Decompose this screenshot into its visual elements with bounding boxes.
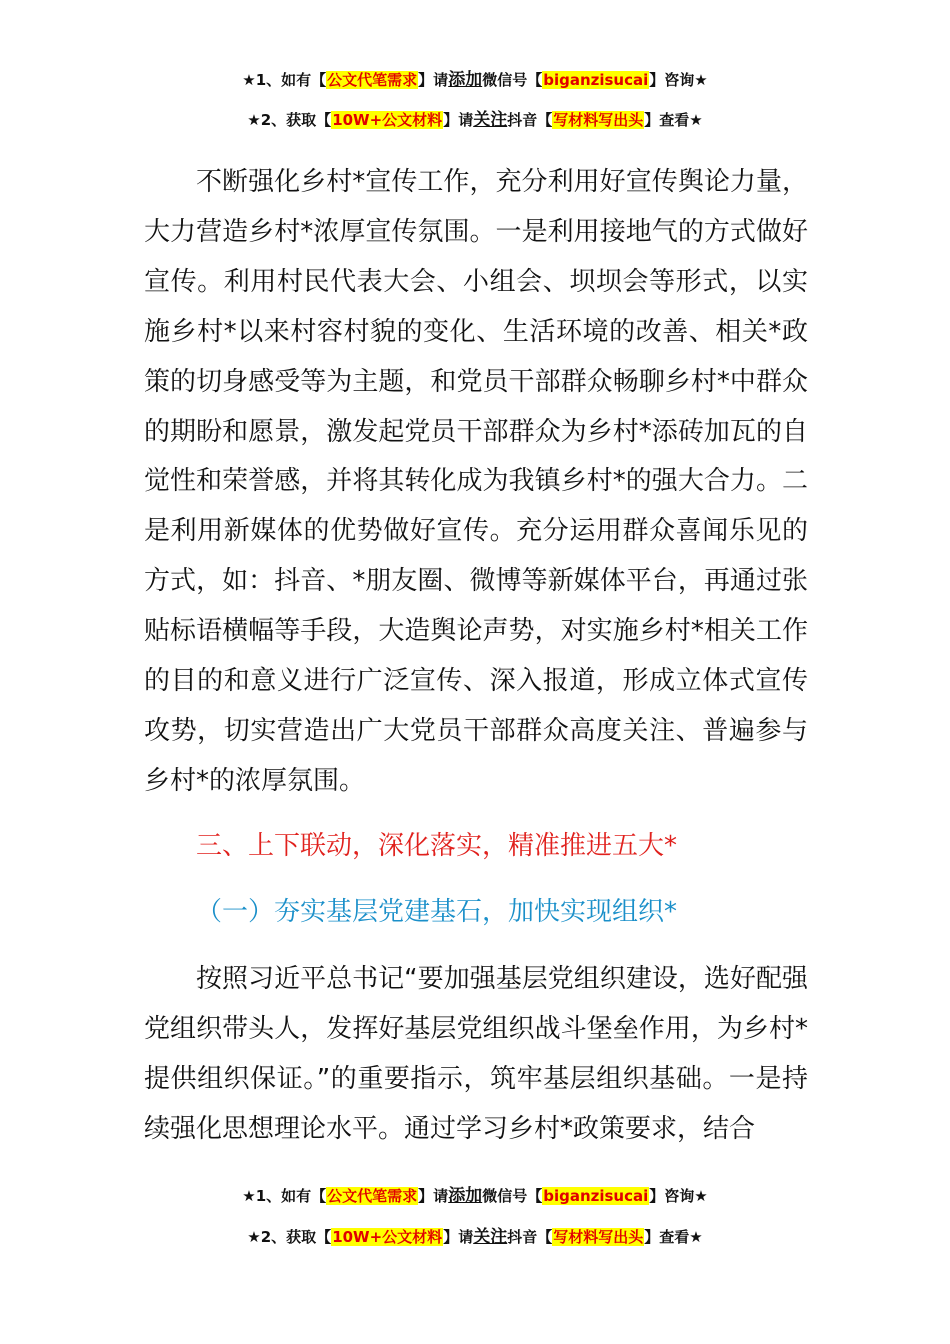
promo-text: 抖音【 — [507, 1228, 553, 1246]
promo-highlight: 10W+公文材料 — [332, 111, 443, 129]
promo-highlight: 10W+公文材料 — [332, 1228, 443, 1246]
document-body-section-1 — [144, 158, 808, 807]
subsection-heading: （一）夯实基层党建基石，加快实现组织* — [196, 897, 678, 927]
promo-text: 】请 — [443, 111, 474, 129]
promo-text: ★1、如有【 — [242, 71, 327, 89]
promo-text: 抖音【 — [507, 111, 553, 129]
promo-text: ★1、如有【 — [242, 1187, 327, 1205]
promo-highlight: 写材料写出头 — [553, 1228, 644, 1246]
promo-text: 】查看★ — [644, 111, 703, 129]
header-promo-line-1 — [0, 70, 950, 90]
body-paragraph: 按照习近平总书记“要加强基层党组织建设，选好配强党组织带头人，发挥好基层党组织战斗堡垒作用，为乡村*提供组织保证。”的重要指示，筑牢基层组织基础。一是持续强化思想理论水平。通过学习乡村*政策要求，结合 — [144, 964, 808, 1144]
promo-text: 】咨询★ — [649, 71, 708, 89]
promo-text: 】请 — [443, 1228, 474, 1246]
promo-text: ★2、获取【 — [247, 1228, 332, 1246]
promo-text: 】请 — [418, 71, 449, 89]
promo-emphasis: 关注 — [473, 1227, 508, 1247]
promo-highlight: 写材料写出头 — [553, 111, 644, 129]
promo-text: 】请 — [418, 1187, 449, 1205]
body-paragraph: 不断强化乡村*宣传工作，充分利用好宣传舆论力量，大力营造乡村*浓厚宣传氛围。一是利用接地气的方式做好宣传。利用村民代表大会、小组会、坝坝会等形式，以实施乡村*以来村容村貌的变化、生活环境的改善、相关*政策的切身感受等为主题，和党员干部群众畅聊乡村*中群众的期盼和愿景，激发起党员干部群众为乡村*添砖加瓦的自觉性和荣誉感，并将其转化成为我镇乡村*的强大合力。二是利用新媒体的优势做好宣传。充分运用群众喜闻乐见的方式，如：抖音、*朋友圈、微博等新媒体平台，再通过张贴标语横幅等手段，大造舆论声势，对实施乡村*相关工作的目的和意义进行广泛宣传、深入报道，形成立体式宣传攻势，切实营造出广大党员干部群众高度关注、普遍参与乡村*的浓厚氛围。 — [144, 167, 808, 796]
footer-promo-line-2 — [0, 1227, 950, 1247]
promo-highlight: 公文代笔需求 — [327, 1187, 418, 1205]
promo-emphasis: 添加 — [448, 70, 483, 90]
promo-highlight: biganzisucai — [543, 1187, 649, 1205]
promo-emphasis: 关注 — [473, 110, 508, 130]
document-body-section-2 — [144, 955, 808, 1155]
header-promo-line-2 — [0, 110, 950, 130]
promo-text: 】查看★ — [644, 1228, 703, 1246]
promo-text: ★2、获取【 — [247, 111, 332, 129]
footer-promo-line-1 — [0, 1186, 950, 1206]
promo-emphasis: 添加 — [448, 1186, 483, 1206]
promo-text: 】咨询★ — [649, 1187, 708, 1205]
promo-highlight: 公文代笔需求 — [327, 71, 418, 89]
promo-highlight: biganzisucai — [543, 71, 649, 89]
section-heading: 三、上下联动，深化落实，精准推进五大* — [196, 831, 678, 861]
promo-text: 微信号【 — [482, 71, 543, 89]
promo-text: 微信号【 — [482, 1187, 543, 1205]
